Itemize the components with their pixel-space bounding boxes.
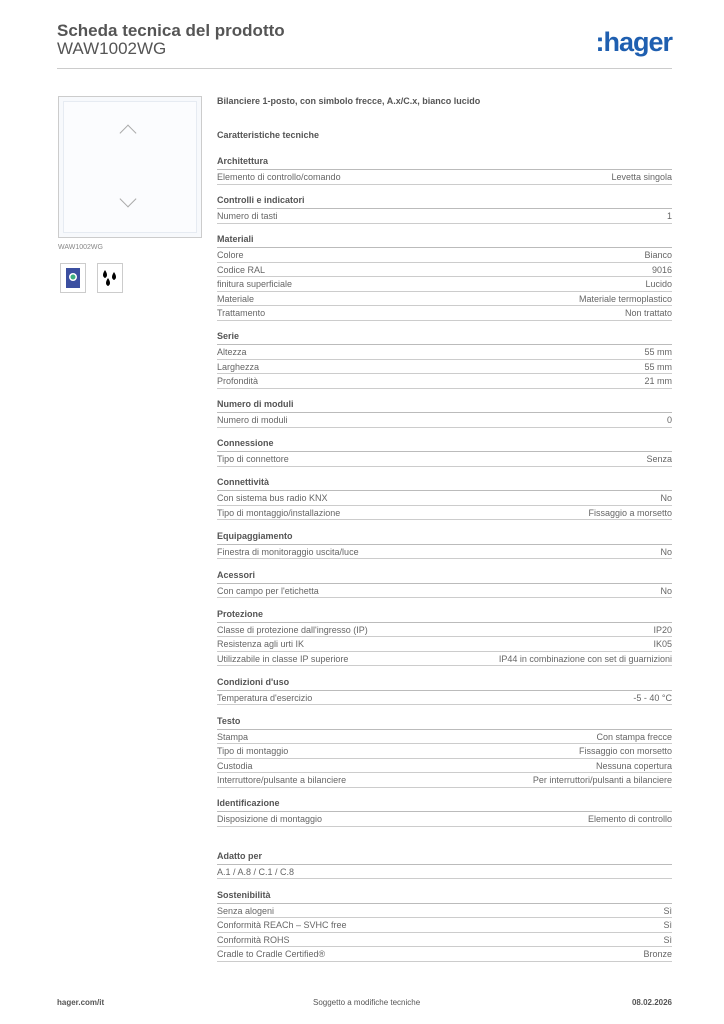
spec-row	[217, 773, 672, 788]
spec-label: Classe di protezione dall'ingresso (IP)	[217, 624, 368, 635]
footer-date: 08.02.2026	[631, 998, 672, 1007]
spec-row	[217, 452, 672, 467]
footer-website[interactable]: hager.com/it	[57, 998, 105, 1007]
section-heading: Serie	[217, 330, 672, 345]
spec-section	[217, 530, 672, 560]
spec-label: Con sistema bus radio KNX	[217, 493, 328, 503]
spec-section	[217, 437, 672, 467]
spec-value: Sì	[663, 920, 672, 930]
footer-note: Soggetto a modifiche tecniche	[313, 998, 421, 1007]
spec-section	[217, 715, 672, 788]
section-heading: Architettura	[217, 155, 672, 170]
spec-row	[217, 263, 672, 278]
spec-label: Disposizione di montaggio	[217, 814, 323, 824]
eco-label-icon	[60, 263, 86, 293]
section-heading: Acessori	[217, 569, 672, 584]
spec-label: Senza alogeni	[217, 905, 275, 916]
spec-section	[217, 676, 672, 706]
spec-label: Materiale	[217, 293, 255, 304]
section-heading: Adatto per	[217, 850, 672, 865]
spec-value: Fissaggio a morsetto	[588, 507, 672, 518]
spec-section	[217, 569, 672, 599]
spec-label: Conformità ROHS	[217, 934, 290, 945]
spec-value: Sì	[663, 934, 672, 945]
spec-label: Conformità REACh – SVHC free	[217, 920, 347, 930]
spec-label: Resistenza agli urti IK	[217, 639, 305, 649]
spec-label: Trattamento	[217, 308, 266, 318]
spec-value: Lucido	[645, 279, 672, 289]
spec-label: Finestra di monitoraggio uscita/luce	[217, 546, 359, 557]
spec-label: Numero di tasti	[217, 211, 278, 221]
section-title: Caratteristiche tecniche	[217, 130, 320, 140]
spec-row	[217, 209, 672, 224]
spec-label: Tipo di connettore	[217, 454, 289, 464]
spec-row	[217, 904, 672, 919]
spec-label: Larghezza	[217, 361, 260, 372]
spec-row	[217, 506, 672, 521]
spec-label: Tipo di montaggio	[217, 746, 289, 756]
spec-value: No	[660, 585, 672, 596]
spec-section	[217, 398, 672, 428]
spec-row	[217, 812, 672, 827]
section-heading: Identificazione	[217, 797, 672, 812]
spec-label: Colore	[217, 250, 244, 260]
spec-label: Numero di moduli	[217, 415, 288, 425]
section-heading: Testo	[217, 715, 672, 730]
section-heading: Protezione	[217, 608, 672, 623]
section-heading: Controlli e indicatori	[217, 194, 672, 209]
spec-row	[217, 292, 672, 307]
section-heading: Condizioni d'uso	[217, 676, 672, 691]
spec-row	[217, 360, 672, 375]
hager-logo: :hager	[595, 27, 672, 57]
spec-value: No	[660, 493, 672, 503]
spec-row	[217, 277, 672, 292]
spec-row	[217, 933, 672, 948]
spec-value: 0	[666, 415, 672, 425]
spec-section	[217, 194, 672, 224]
spec-value: IP20	[653, 624, 672, 635]
spec-label: Elemento di controllo/comando	[217, 172, 341, 182]
spec-label: Stampa	[217, 731, 249, 742]
page-title: Scheda tecnica del prodotto	[57, 21, 285, 40]
spec-row	[217, 947, 672, 962]
section-heading: Connettività	[217, 476, 672, 491]
spec-section	[217, 330, 672, 389]
spec-section	[217, 233, 672, 321]
spec-label: Con campo per l'etichetta	[217, 585, 319, 596]
spec-value: Bianco	[644, 250, 672, 260]
spec-value: 21 mm	[644, 376, 672, 386]
spec-row	[217, 865, 672, 880]
spec-row	[217, 730, 672, 745]
spec-label: Tipo di montaggio/installazione	[217, 507, 341, 518]
spec-row	[217, 759, 672, 774]
spec-row	[217, 374, 672, 389]
spec-row	[217, 248, 672, 263]
spec-row	[217, 691, 672, 706]
spec-row	[217, 345, 672, 360]
spec-row	[217, 491, 672, 506]
section-heading: Materiali	[217, 233, 672, 248]
spec-section	[217, 797, 672, 827]
spec-label: Temperatura d'esercizio	[217, 692, 313, 703]
spec-value: Elemento di controllo	[587, 814, 672, 824]
product-code: WAW1002WG	[57, 39, 167, 58]
spec-section	[217, 476, 672, 520]
spec-row	[217, 170, 672, 185]
spec-section	[217, 608, 672, 667]
spec-value: 55 mm	[644, 361, 672, 372]
spec-section	[217, 889, 672, 962]
spec-value: Per interruttori/pulsanti a bilanciere	[532, 775, 672, 785]
spec-label: Interruttore/pulsante a bilanciere	[217, 775, 347, 785]
spec-label: Custodia	[217, 760, 253, 771]
spec-value: Bronze	[643, 949, 672, 959]
spec-row	[217, 918, 672, 933]
spec-row	[217, 744, 672, 759]
spec-value: Senza	[646, 454, 672, 464]
spec-value: Non trattato	[624, 308, 672, 318]
spec-row	[217, 637, 672, 652]
spec-value: 9016	[651, 264, 672, 275]
spec-value: Nessuna copertura	[595, 760, 672, 771]
spec-row	[217, 545, 672, 560]
spec-row	[217, 413, 672, 428]
spec-value: 1	[666, 211, 672, 221]
spec-value: 55 mm	[644, 347, 672, 357]
spec-label: Codice RAL	[217, 264, 266, 275]
spec-value: No	[660, 546, 672, 557]
spec-row	[217, 652, 672, 667]
spec-row	[217, 623, 672, 638]
section-heading: Numero di moduli	[217, 398, 672, 413]
spec-row	[217, 306, 672, 321]
spec-value: Con stampa frecce	[596, 731, 672, 742]
water-drops-icon	[97, 263, 123, 293]
header-divider	[57, 68, 672, 69]
spec-label: Utilizzabile in classe IP superiore	[217, 653, 349, 664]
spec-value: Fissaggio con morsetto	[578, 746, 672, 756]
spec-label: Profondità	[217, 376, 259, 386]
spec-value: Materiale termoplastico	[578, 293, 672, 304]
product-description: Bilanciere 1-posto, con simbolo frecce, A.x/C.x, bianco lucido	[217, 96, 481, 106]
spec-value: IK05	[653, 639, 672, 649]
spec-section	[217, 155, 672, 185]
spec-label: Cradle to Cradle Certified®	[217, 949, 326, 959]
spec-label: Altezza	[217, 347, 247, 357]
spec-section	[217, 850, 672, 880]
section-heading: Connessione	[217, 437, 672, 452]
spec-value: -5 - 40 °C	[633, 692, 672, 703]
spec-value: IP44 in combinazione con set di guarnizioni	[498, 653, 672, 664]
spec-value: Levetta singola	[611, 172, 672, 182]
spec-label: A.1 / A.8 / C.1 / C.8	[217, 866, 295, 877]
product-image	[58, 96, 202, 238]
section-heading: Equipaggiamento	[217, 530, 672, 545]
spec-value: Sì	[663, 905, 672, 916]
image-caption: WAW1002WG	[58, 244, 103, 251]
spec-table	[217, 155, 672, 971]
spec-label: finitura superficiale	[217, 279, 293, 289]
section-heading: Sostenibilità	[217, 889, 672, 904]
spec-row	[217, 584, 672, 599]
